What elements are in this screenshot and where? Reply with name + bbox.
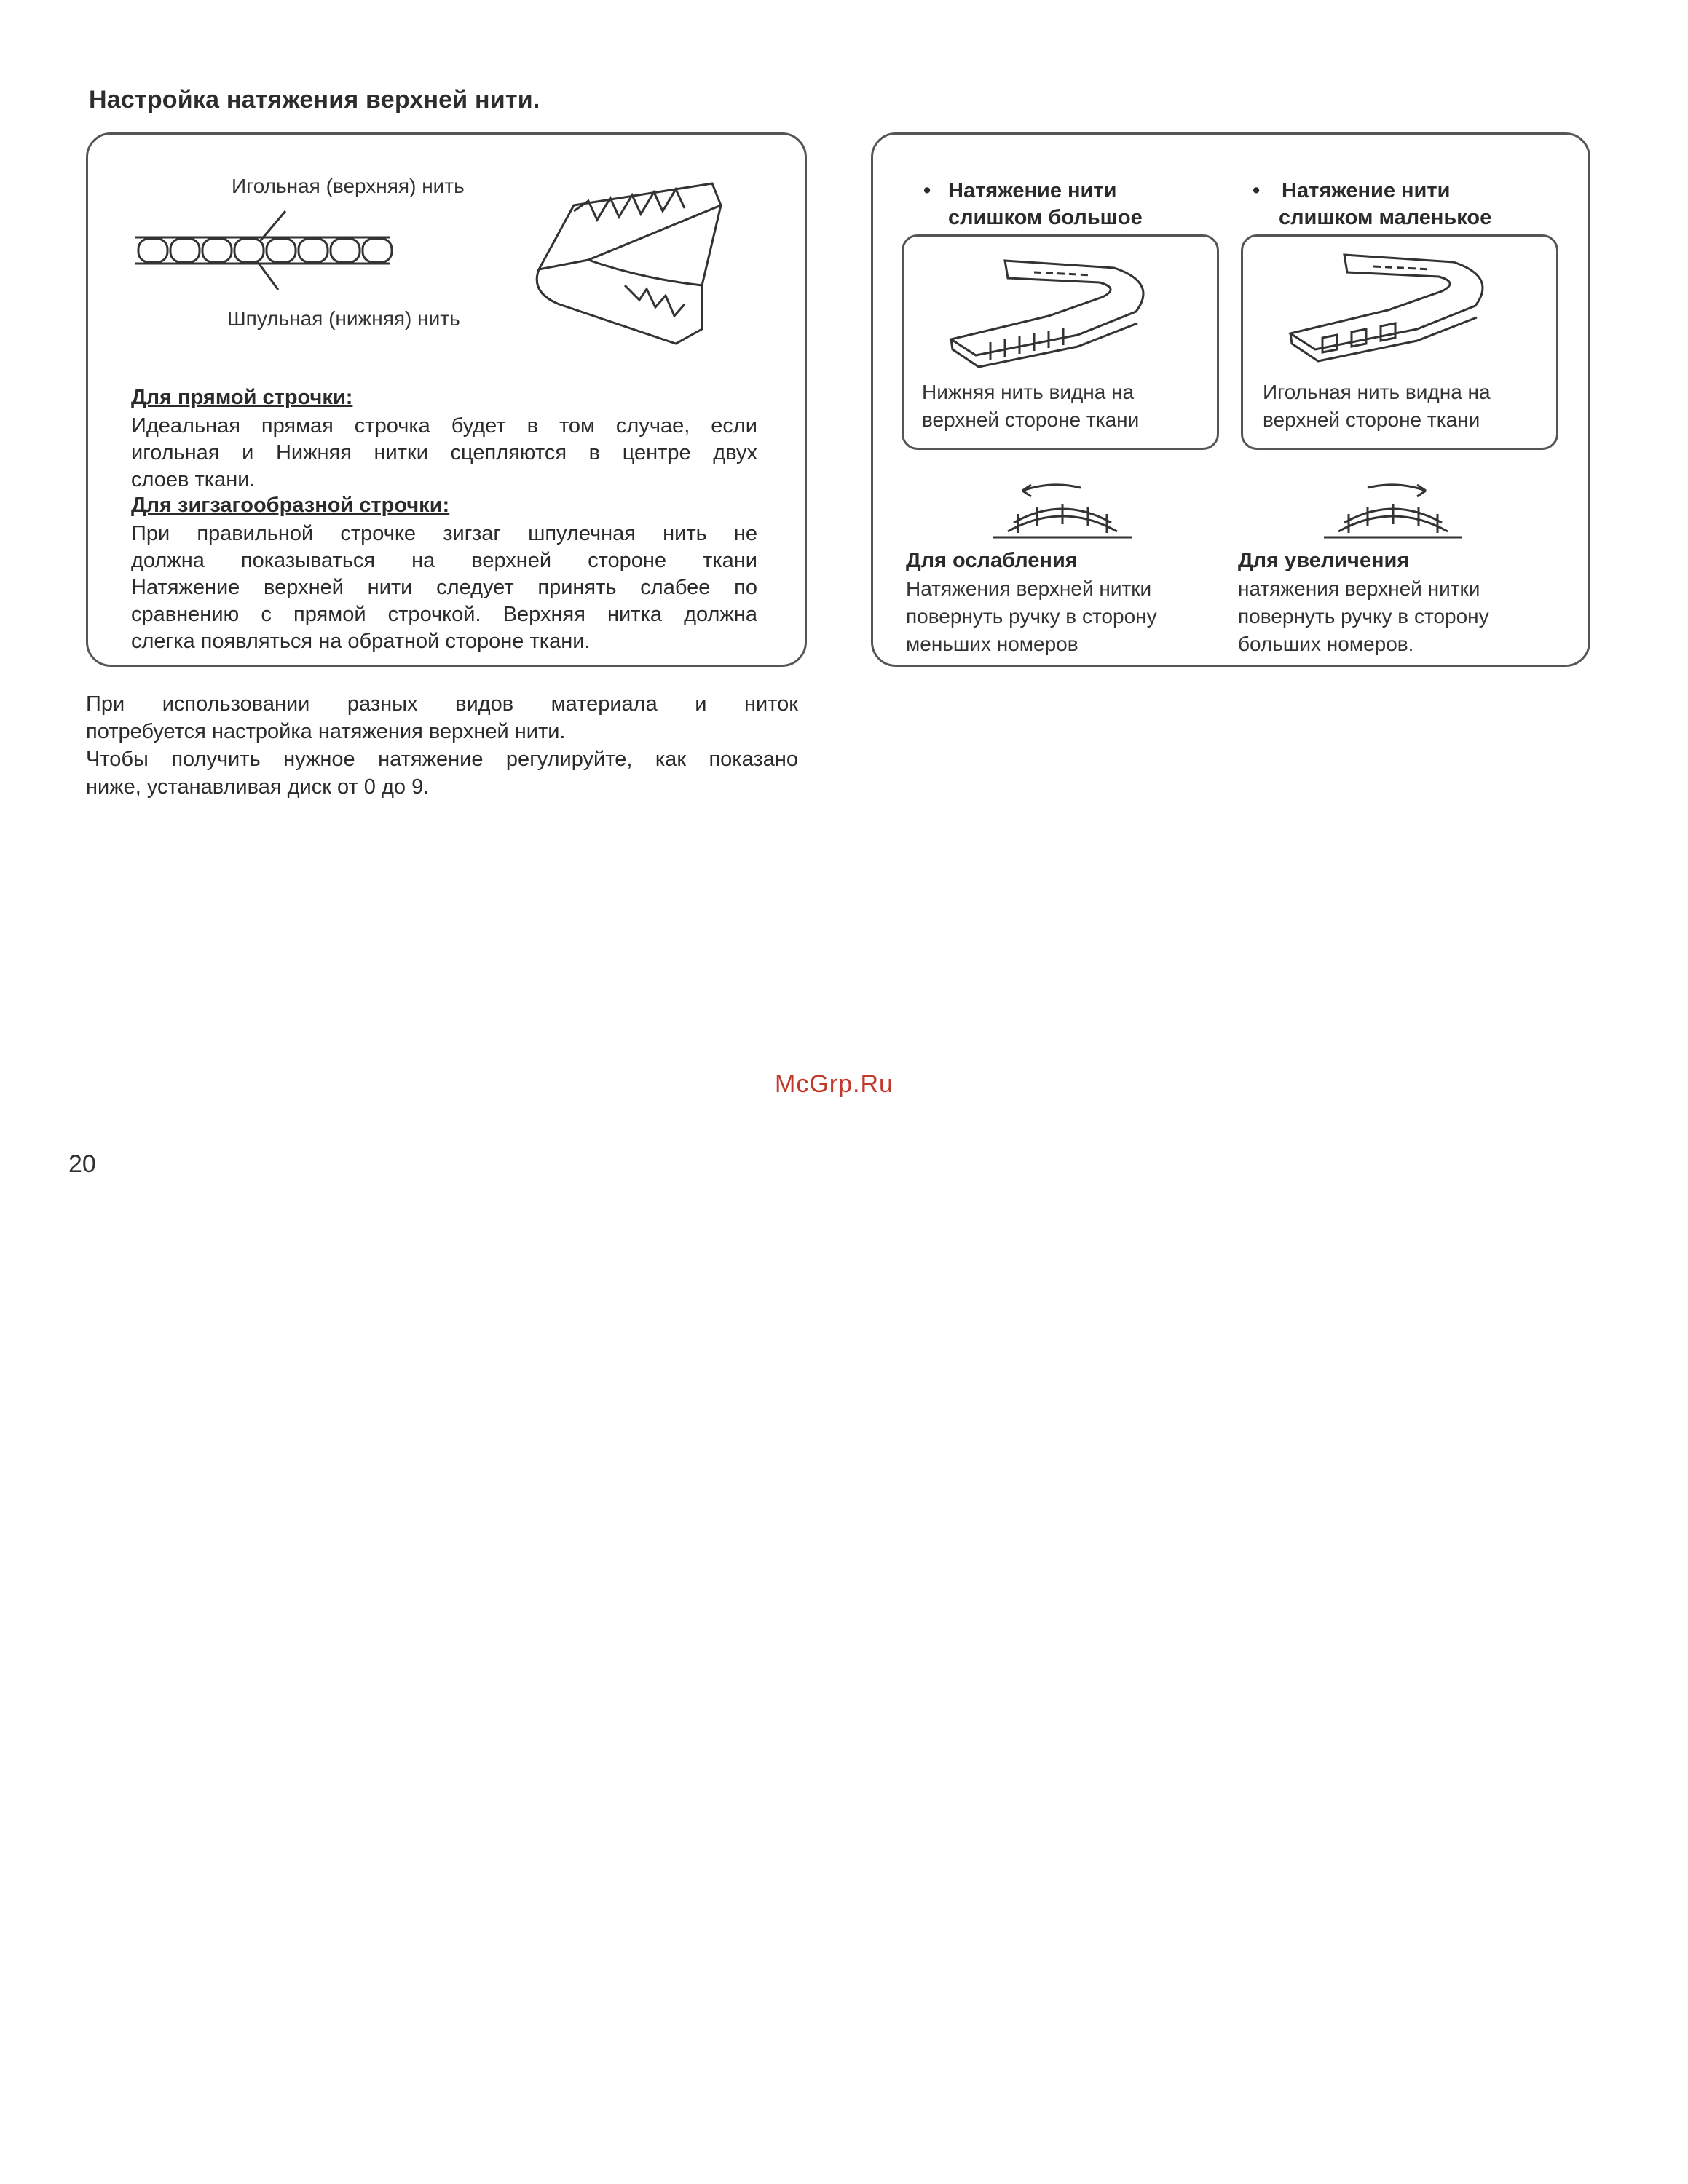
- tension-too-high-heading: Натяжение нити: [948, 179, 1117, 202]
- increase-tension-text-line: повернуть ручку в сторону: [1238, 605, 1489, 628]
- decrease-tension-text-line: Натяжения верхней нитки: [906, 577, 1152, 600]
- body-text-line: потребуется настройка натяжения верхней нити.: [86, 720, 566, 743]
- body-text-line: ниже, устанавливая диск от 0 до 9.: [86, 775, 430, 799]
- straight-stitch-text-line: Идеальная прямая строчка будет в том случае, если: [131, 414, 757, 438]
- zigzag-stitch-heading: Для зигзагообразной строчки:: [131, 494, 450, 517]
- zigzag-stitch-text-line: При правильной строчке зигзаг шпулечная нить не: [131, 522, 757, 545]
- decrease-tension-text-line: меньших номеров: [906, 633, 1078, 655]
- page-number: 20: [68, 1150, 96, 1178]
- increase-tension-heading: Для увеличения: [1238, 549, 1410, 572]
- lockstitch-chain-illustration: [135, 211, 398, 291]
- zigzag-stitch-text-line: Натяжение верхней нити следует принять слабее по: [131, 576, 757, 599]
- tension-too-low-caption: Игольная нить видна на: [1263, 381, 1491, 403]
- straight-stitch-text-line: игольная и Нижняя нитки сцепляются в центре двух: [131, 441, 757, 464]
- tension-dial-increase-icon: [1324, 480, 1462, 546]
- decrease-tension-text-line: повернуть ручку в сторону: [906, 605, 1157, 628]
- body-text-line: При использовании разных видов материала и ниток: [86, 692, 798, 716]
- straight-stitch-heading: Для прямой строчки:: [131, 386, 353, 409]
- bobbin-thread-label: Шпульная (нижняя) нить: [227, 307, 460, 330]
- zigzag-stitch-text-line: слегка появляться на обратной стороне ткани.: [131, 630, 591, 653]
- fabric-layers-illustration: [530, 176, 756, 351]
- watermark: McGrp.Ru: [775, 1070, 894, 1098]
- tension-too-low-heading: слишком маленькое: [1279, 206, 1492, 229]
- increase-tension-text-line: больших номеров.: [1238, 633, 1414, 655]
- fabric-strip-tight-illustration: [947, 253, 1187, 377]
- tension-too-low-heading: Натяжение нити: [1282, 179, 1451, 202]
- tension-too-high-caption: Нижняя нить видна на: [922, 381, 1135, 403]
- zigzag-stitch-text-line: сравнению с прямой строчкой. Верхняя нитка должна: [131, 603, 757, 626]
- tension-too-high-caption: верхней стороне ткани: [922, 408, 1140, 431]
- zigzag-stitch-text-line: должна показываться на верхней стороне ткани: [131, 549, 757, 572]
- tension-too-low-caption: верхней стороне ткани: [1263, 408, 1480, 431]
- bullet: •: [923, 179, 931, 202]
- tension-dial-decrease-icon: [993, 480, 1132, 546]
- needle-thread-label: Игольная (верхняя) нить: [232, 175, 465, 197]
- bullet: •: [1253, 179, 1261, 202]
- body-text-line: Чтобы получить нужное натяжение регулируйте, как показано: [86, 748, 798, 771]
- decrease-tension-heading: Для ослабления: [906, 549, 1078, 572]
- page-title: Настройка натяжения верхней нити.: [89, 86, 540, 114]
- increase-tension-text-line: натяжения верхней нитки: [1238, 577, 1480, 600]
- fabric-strip-loose-illustration: [1286, 248, 1526, 371]
- tension-too-high-heading: слишком большое: [948, 206, 1143, 229]
- straight-stitch-text-line: слоев ткани.: [131, 468, 256, 491]
